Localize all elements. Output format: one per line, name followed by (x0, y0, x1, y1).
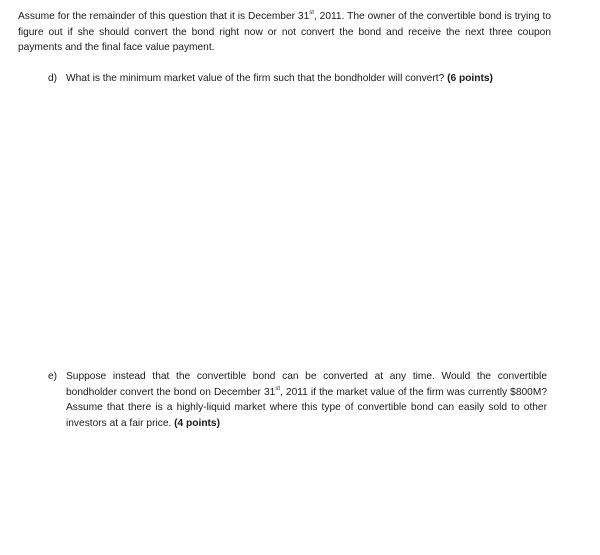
intro-paragraph (18, 9, 551, 56)
question-e-points: (4 points) (174, 417, 220, 429)
question-d-label: d) (48, 73, 58, 84)
question-d (50, 71, 547, 87)
question-d-points: (6 points) (447, 73, 493, 84)
question-e-text-part1: Suppose instead that the convertible bond can be converted at any time. Would the convertible bondholder convert the bond on December 31 (66, 371, 547, 398)
question-e-label: e) (48, 371, 58, 382)
question-e-superscript: st (275, 385, 281, 392)
question-e-text-part2: , 2011 if the market value of the firm was currently $800M? Assume that there is a highly-liquid market where this type of convertible bond can easily sold to other investors at a fair price. (66, 386, 547, 429)
question-e (50, 369, 547, 431)
intro-text-part1: Assume for the remainder of this question that it is December 31 (18, 11, 310, 22)
question-e-text-block (66, 369, 547, 431)
question-d-text: What is the minimum market value of the firm such that the bondholder will convert? (66, 73, 445, 84)
intro-text-part2: , 2011. The owner of the convertible bond is trying to figure out if she should convert the bond right now or not convert the bond and receive the next three coupon payments and the final face value payment. (18, 11, 552, 53)
question-d-text-block (66, 71, 547, 87)
intro-superscript: st (309, 10, 314, 16)
